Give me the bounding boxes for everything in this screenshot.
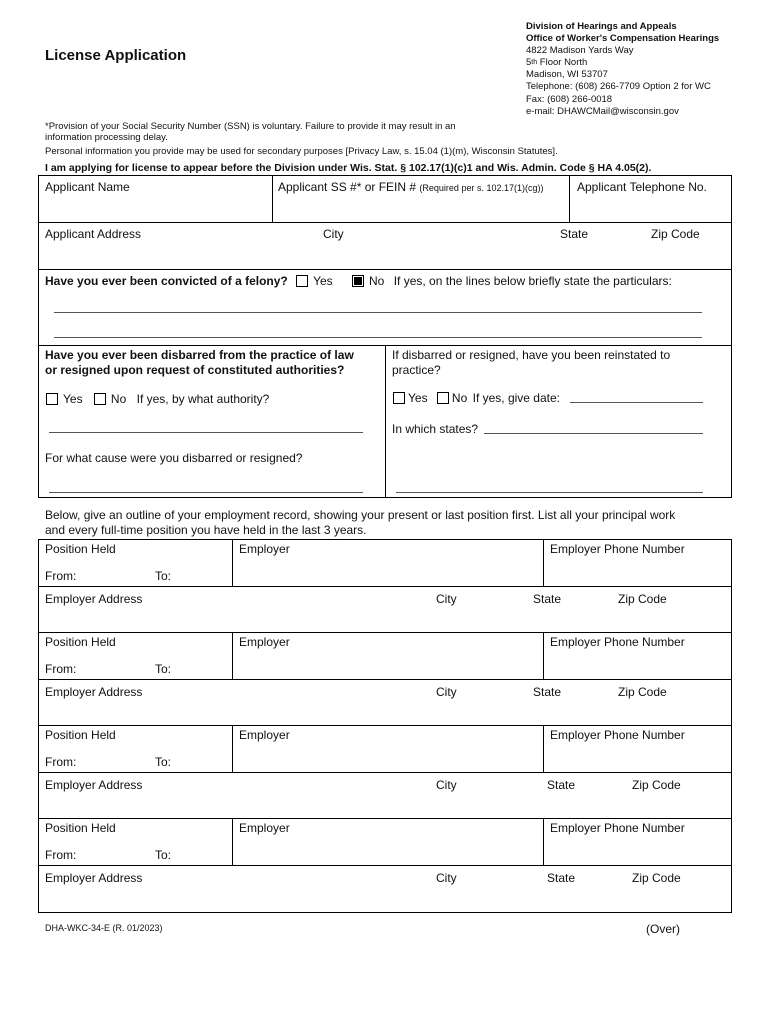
form-id: DHA-WKC-34-E (R. 01/2023) <box>45 923 163 933</box>
applicant-name-field[interactable] <box>38 176 272 222</box>
applicant-name-label: Applicant Name <box>45 180 130 194</box>
emp2-zip-label: Zip Code <box>618 685 667 699</box>
emp1-position-field[interactable] <box>39 556 232 568</box>
emp1-from-label: From: <box>45 569 77 583</box>
city-address: Madison, WI 53707 <box>526 69 608 81</box>
emp2-address-field[interactable] <box>39 701 731 725</box>
disbarred-answer-row <box>46 392 269 406</box>
emp1-to-label: To: <box>155 569 172 583</box>
telephone: Telephone: (608) 266-7709 Option 2 for WC <box>526 81 711 93</box>
reinstated-no-checkbox[interactable] <box>437 392 449 404</box>
statute-statement: I am applying for license to appear before the Division under Wis. Stat. § 102.17(1)(c)1 and Wis. Admin. Code § HA 4.05(2). <box>45 162 652 174</box>
authority-label: If yes, by what authority? <box>136 392 270 406</box>
disbarred-no-label: No <box>110 392 127 406</box>
floor-address: 5th Floor North <box>526 57 588 69</box>
reinstated-question: If disbarred or resigned, have you been reinstated to practice? <box>392 348 671 377</box>
felony-row <box>45 274 672 288</box>
applicant-phone-label: Applicant Telephone No. <box>577 180 707 194</box>
emp2-from-label: From: <box>45 662 77 676</box>
emp2-state-label: State <box>533 685 562 699</box>
reinstated-extra-line[interactable] <box>396 492 703 493</box>
emp4-from-label: From: <box>45 848 77 862</box>
emp4-to-label: To: <box>155 848 172 862</box>
ssn-note: *Provision of your Social Security Number (SSN) is voluntary. Failure to provide it may result in an information processing delay. <box>45 121 456 143</box>
emp1-state-label: State <box>533 592 562 606</box>
agency-address-block <box>526 21 719 118</box>
emp4-phone-label: Employer Phone Number <box>550 821 685 835</box>
applicant-zip-label: Zip Code <box>651 227 700 241</box>
felony-no-label: No <box>369 274 385 288</box>
emp3-phone-label: Employer Phone Number <box>550 728 685 742</box>
agency-name: Division of Hearings and Appeals <box>526 21 677 32</box>
emp3-zip-label: Zip Code <box>632 778 681 792</box>
reinstated-no-label: No <box>451 391 468 405</box>
emp3-to-label: To: <box>155 755 172 769</box>
emp4-address-label: Employer Address <box>45 871 143 885</box>
page-title: License Application <box>45 47 187 64</box>
emp2-to-label: To: <box>155 662 172 676</box>
disbarred-no-checkbox[interactable] <box>94 393 106 405</box>
emp3-position-label: Position Held <box>45 728 116 742</box>
disbarred-yes-label: Yes <box>63 392 83 406</box>
emp2-employer-label: Employer <box>239 635 290 649</box>
emp4-employer-label: Employer <box>239 821 290 835</box>
emp2-city-label: City <box>436 685 457 699</box>
emp4-position-field[interactable] <box>39 835 232 847</box>
email: e-mail: DHAWCMail@wisconsin.gov <box>526 105 679 117</box>
applicant-phone-field[interactable] <box>570 196 731 222</box>
cause-line[interactable] <box>49 492 363 493</box>
emp1-phone-label: Employer Phone Number <box>550 542 685 556</box>
emp4-address-field[interactable] <box>39 887 731 912</box>
disbarred-yes-checkbox[interactable] <box>46 393 58 405</box>
street-address: 4822 Madison Yards Way <box>526 45 634 57</box>
emp3-address-label: Employer Address <box>45 778 143 792</box>
disbarred-question: Have you ever been disbarred from the practice of law or resigned upon request of constituted authorities? <box>45 348 354 377</box>
office-name: Office of Worker's Compensation Hearings <box>526 33 720 45</box>
applicant-ssn-label: Applicant SS #* or FEIN # (Required per s. 102.17(1)(cg)) <box>278 180 544 194</box>
employment-intro: Below, give an outline of your employment record, showing your present or last position first. List all your principal work and every full-time position you have held in the last 3 years. <box>45 508 676 537</box>
felony-followup: If yes, on the lines below briefly state the particulars: <box>393 274 672 288</box>
emp3-address-field[interactable] <box>39 794 731 818</box>
fax: Fax: (608) 266-0018 <box>526 93 613 105</box>
applicant-state-label: State <box>560 227 589 241</box>
emp2-position-label: Position Held <box>45 635 116 649</box>
privacy-note: Personal information you provide may be used for secondary purposes [Privacy Law, s. 15.04 (1)(m), Wisconsin Statutes]. <box>45 146 558 157</box>
applicant-ssn-field[interactable] <box>273 196 569 222</box>
emp4-employer-field[interactable] <box>233 837 543 865</box>
emp3-employer-label: Employer <box>239 728 290 742</box>
felony-question: Have you ever been convicted of a felony? <box>45 274 288 288</box>
emp2-phone-field[interactable] <box>544 651 731 679</box>
give-date-label: If yes, give date: <box>472 391 560 405</box>
emp1-address-field[interactable] <box>39 608 731 632</box>
emp3-state-label: State <box>547 778 576 792</box>
emp2-address-label: Employer Address <box>45 685 143 699</box>
reinstated-yes-label: Yes <box>408 391 428 405</box>
over-note: (Over) <box>646 922 680 936</box>
emp4-state-label: State <box>547 871 576 885</box>
emp4-zip-label: Zip Code <box>632 871 681 885</box>
reinstated-yes-checkbox[interactable] <box>393 392 405 404</box>
authority-line[interactable] <box>49 432 363 433</box>
felony-yes-label: Yes <box>313 274 333 288</box>
emp1-city-label: City <box>436 592 457 606</box>
emp1-zip-label: Zip Code <box>618 592 667 606</box>
applicant-city-label: City <box>323 227 344 241</box>
felony-yes-checkbox[interactable] <box>296 275 308 287</box>
emp2-position-field[interactable] <box>39 649 232 661</box>
applicant-address-field[interactable] <box>39 243 731 269</box>
emp2-employer-field[interactable] <box>233 651 543 679</box>
emp3-from-label: From: <box>45 755 77 769</box>
emp3-employer-field[interactable] <box>233 744 543 772</box>
emp4-phone-field[interactable] <box>544 837 731 865</box>
emp4-position-label: Position Held <box>45 821 116 835</box>
felony-particulars-line-2[interactable] <box>54 337 702 338</box>
emp1-employer-field[interactable] <box>233 558 543 586</box>
which-states-line[interactable] <box>484 433 703 434</box>
emp1-phone-field[interactable] <box>544 558 731 586</box>
which-states-label: In which states? <box>392 422 479 436</box>
emp4-city-label: City <box>436 871 457 885</box>
reinstated-answer-row <box>393 391 560 405</box>
emp1-employer-label: Employer <box>239 542 290 556</box>
felony-particulars-line-1[interactable] <box>54 312 702 313</box>
applicant-address-label: Applicant Address <box>45 227 142 241</box>
emp2-phone-label: Employer Phone Number <box>550 635 685 649</box>
felony-no-checkbox[interactable] <box>352 275 364 287</box>
reinstated-date-line[interactable] <box>570 402 703 403</box>
emp3-phone-field[interactable] <box>544 744 731 772</box>
cause-label: For what cause were you disbarred or resigned? <box>45 451 303 465</box>
emp3-city-label: City <box>436 778 457 792</box>
emp3-position-field[interactable] <box>39 742 232 754</box>
emp1-address-label: Employer Address <box>45 592 143 606</box>
emp1-position-label: Position Held <box>45 542 116 556</box>
